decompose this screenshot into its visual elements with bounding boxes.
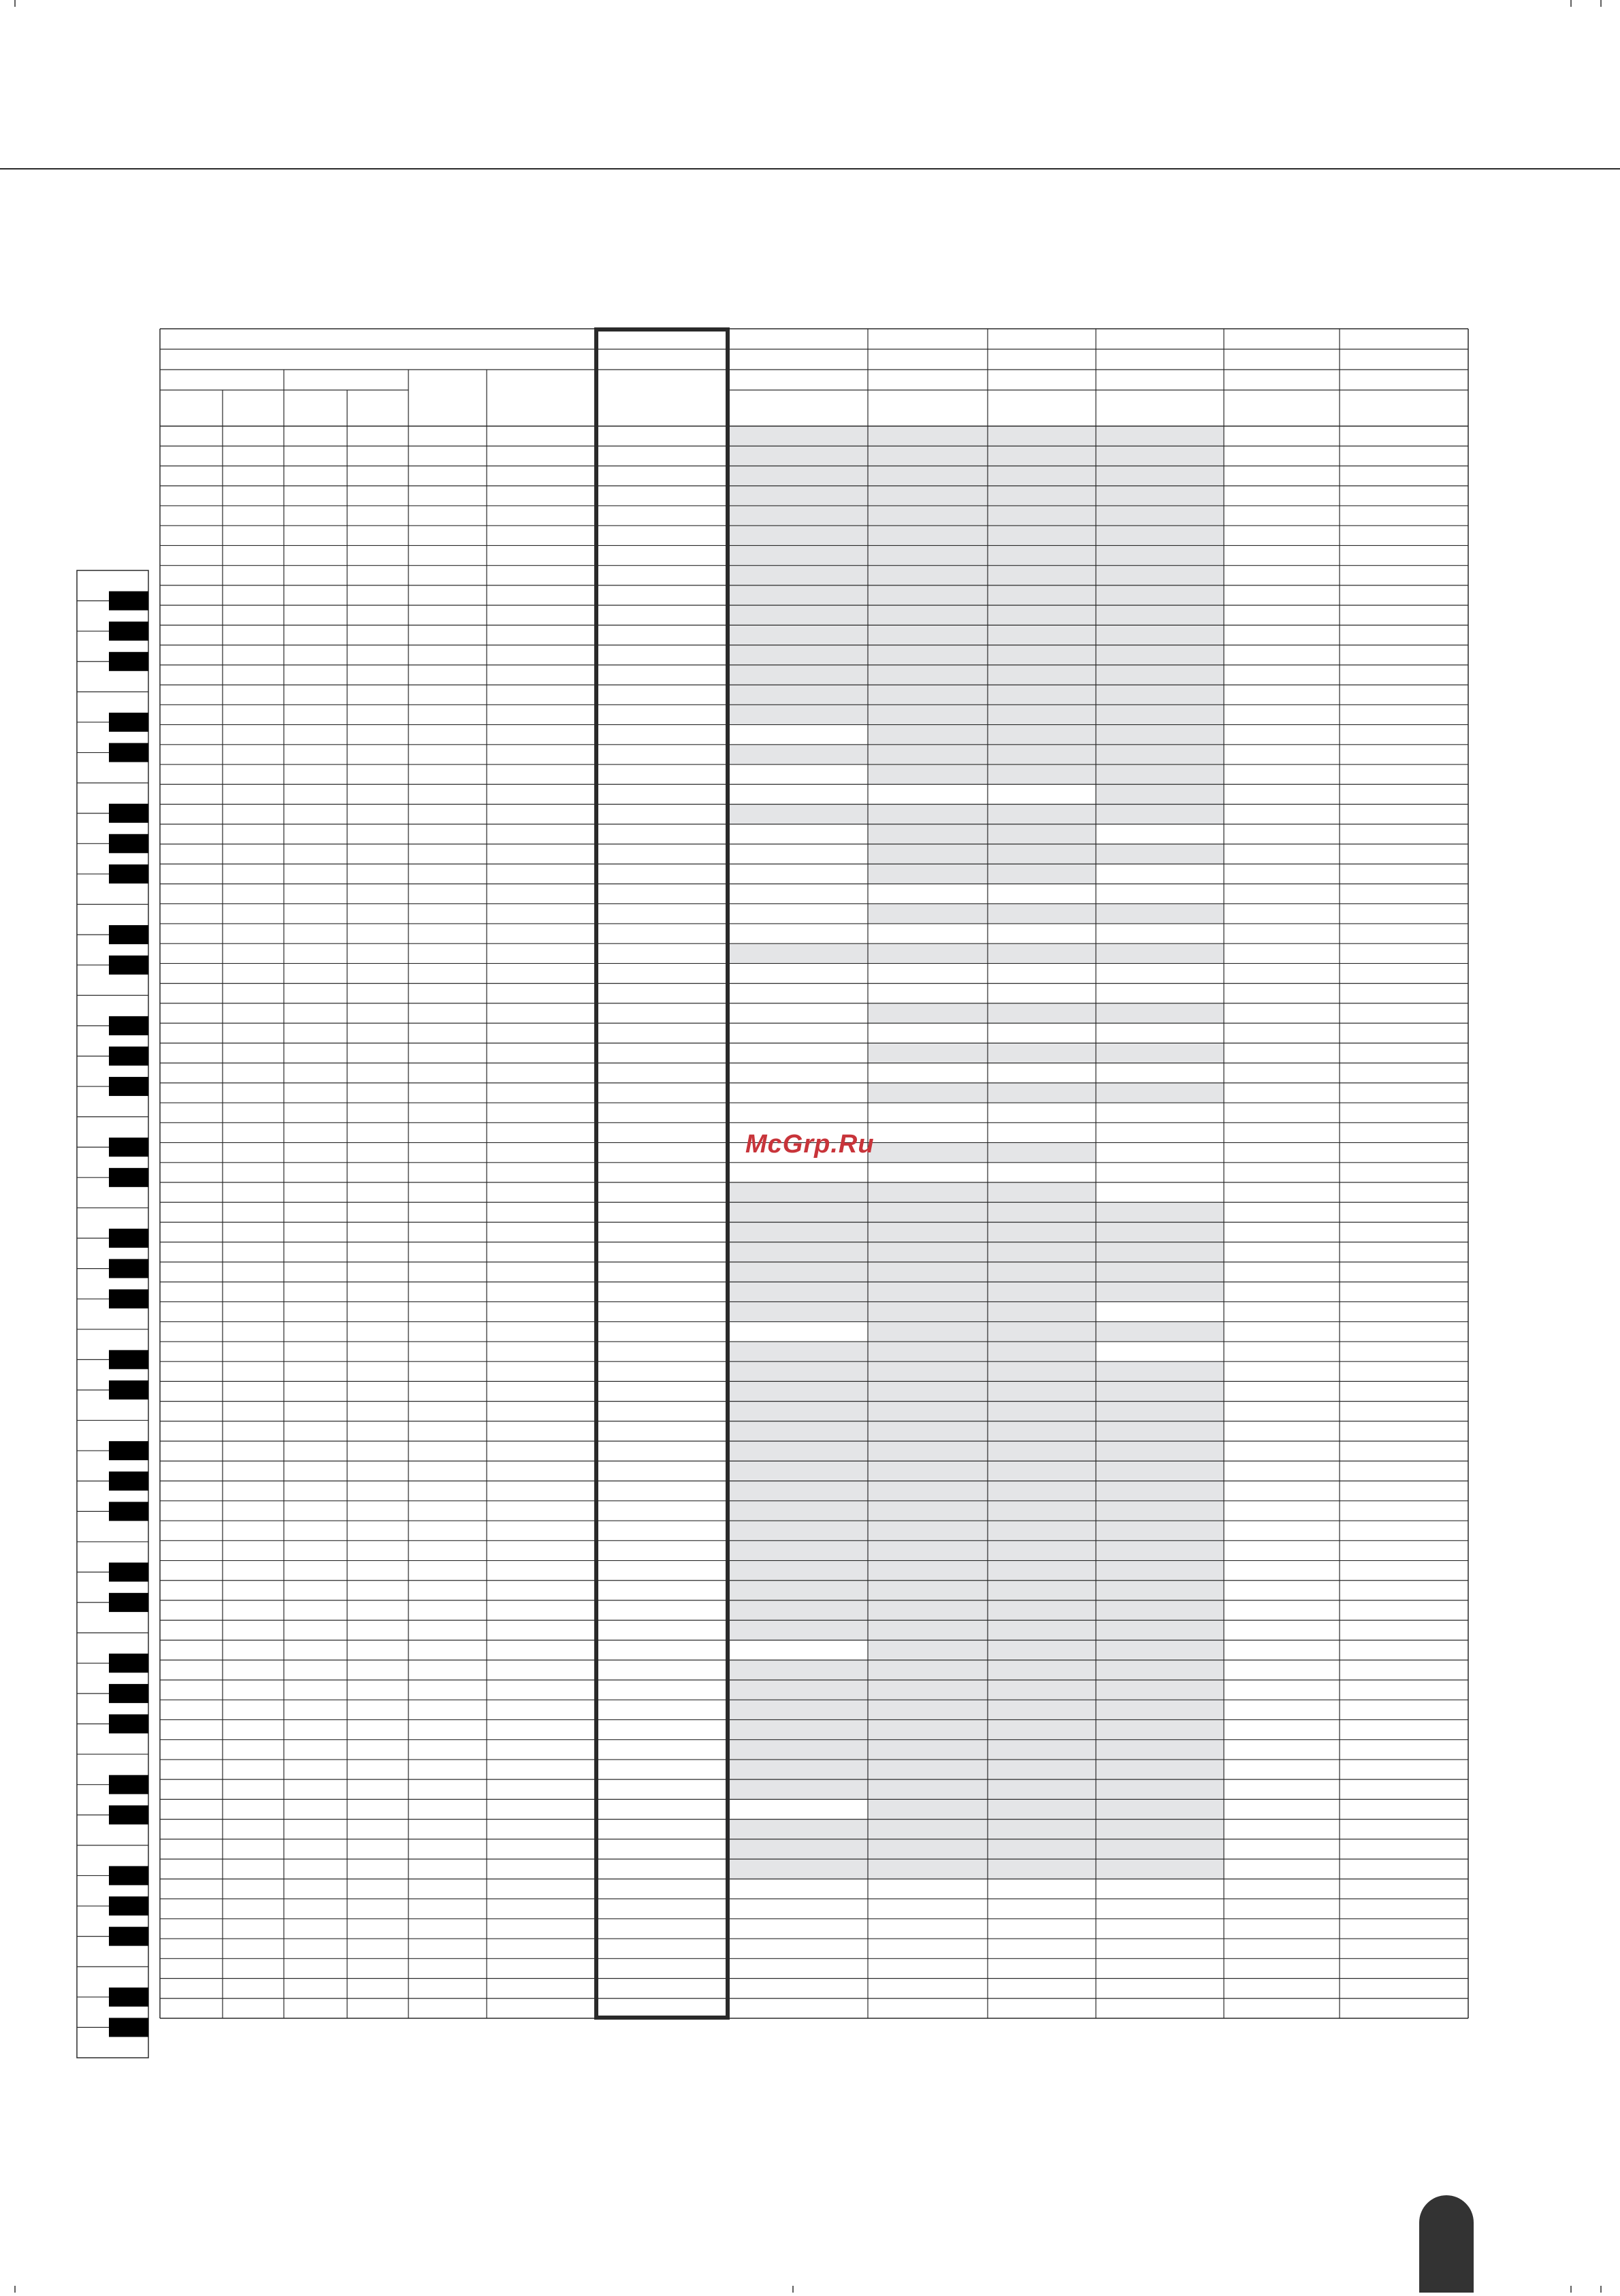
shaded-cell [1096, 1322, 1224, 1342]
black-key [109, 1077, 148, 1096]
shaded-cell [728, 1700, 868, 1719]
shaded-cell [728, 1719, 868, 1739]
shaded-cell [988, 824, 1096, 844]
shaded-cell [868, 526, 988, 545]
shaded-cell [868, 1143, 988, 1163]
shaded-cell [728, 1620, 868, 1640]
shaded-cell [868, 1461, 988, 1481]
shaded-cell [868, 943, 988, 963]
shaded-cell [988, 1143, 1096, 1163]
shaded-cell [728, 625, 868, 645]
shaded-cell [728, 1820, 868, 1839]
shaded-cell [728, 943, 868, 963]
shaded-cell [728, 805, 868, 824]
shaded-cell [988, 1600, 1096, 1620]
shaded-cell [728, 566, 868, 585]
shaded-cell [1096, 1820, 1224, 1839]
shaded-cell [1096, 1441, 1224, 1461]
shaded-cell [1096, 665, 1224, 685]
shaded-cell [728, 426, 868, 446]
shaded-cell [868, 904, 988, 924]
black-key [109, 1805, 148, 1824]
shaded-cell [1096, 486, 1224, 506]
shaded-cell [868, 1262, 988, 1282]
black-key [109, 1046, 148, 1065]
shaded-cell [868, 1820, 988, 1839]
shaded-cell [1096, 426, 1224, 446]
shaded-cell [868, 1501, 988, 1521]
shaded-cell [1096, 1043, 1224, 1063]
shaded-cell [988, 665, 1096, 685]
shaded-cell [1096, 764, 1224, 784]
shaded-cell [728, 1441, 868, 1461]
shaded-cell [1096, 1501, 1224, 1521]
black-key [109, 1502, 148, 1521]
shaded-cell [1096, 506, 1224, 526]
shaded-cell [868, 1301, 988, 1321]
shaded-cell [868, 1620, 988, 1640]
shaded-cell [728, 1740, 868, 1760]
shaded-cell [1096, 1381, 1224, 1401]
shaded-cell [1096, 466, 1224, 485]
shaded-cell [728, 1839, 868, 1859]
shaded-cell [868, 1779, 988, 1799]
shaded-cell [868, 1322, 988, 1342]
shaded-cell [988, 745, 1096, 764]
shaded-cell [728, 545, 868, 565]
shaded-cell [988, 486, 1096, 506]
shaded-cell [728, 1301, 868, 1321]
shaded-cell [868, 545, 988, 565]
shaded-cell [988, 466, 1096, 485]
shaded-cell [868, 1083, 988, 1103]
shaded-cell [1096, 1859, 1224, 1879]
shaded-cell [868, 1402, 988, 1421]
black-key [109, 1016, 148, 1035]
shaded-cell [728, 1501, 868, 1521]
black-key [109, 1927, 148, 1946]
shaded-cell [868, 1561, 988, 1581]
shaded-cell [988, 1799, 1096, 1819]
shaded-cell [988, 1820, 1096, 1839]
shaded-cell [868, 1540, 988, 1560]
shaded-cell [868, 1521, 988, 1540]
shaded-cell [868, 605, 988, 625]
shaded-cell [1096, 1242, 1224, 1262]
shaded-cell [988, 566, 1096, 585]
shaded-cell [988, 904, 1096, 924]
shaded-cell [1096, 566, 1224, 585]
shaded-cell [988, 805, 1096, 824]
shaded-cell [1096, 1740, 1224, 1760]
shaded-cell [868, 1859, 988, 1879]
shaded-cell [988, 1540, 1096, 1560]
piano-keyboard [77, 570, 148, 2058]
shaded-cell [1096, 1481, 1224, 1501]
shaded-cell [988, 1421, 1096, 1441]
shaded-cell [728, 1381, 868, 1401]
shaded-cell [988, 1223, 1096, 1242]
shaded-cell [868, 864, 988, 884]
shaded-cell [868, 1242, 988, 1262]
shaded-cell [868, 1581, 988, 1600]
shaded-cell [1096, 1680, 1224, 1700]
shaded-cell [988, 685, 1096, 705]
shaded-cell [728, 1540, 868, 1560]
black-key [109, 864, 148, 884]
shaded-cell [988, 625, 1096, 645]
shaded-cell [988, 1760, 1096, 1779]
shaded-cell [988, 1441, 1096, 1461]
shaded-cell [1096, 1461, 1224, 1481]
shaded-cell [728, 1461, 868, 1481]
shaded-cell [868, 1202, 988, 1222]
shaded-cell [1096, 1003, 1224, 1023]
shaded-cell [868, 1441, 988, 1461]
shaded-cell [988, 1182, 1096, 1202]
shaded-cell [868, 805, 988, 824]
shaded-cell [728, 685, 868, 705]
shaded-cell [1096, 1719, 1224, 1739]
shaded-cell [1096, 943, 1224, 963]
shaded-cell [868, 824, 988, 844]
shaded-cell [988, 1242, 1096, 1262]
shaded-cell [988, 426, 1096, 446]
shaded-cell [1096, 1760, 1224, 1779]
shaded-cell [988, 1301, 1096, 1321]
shaded-cell [1096, 1561, 1224, 1581]
shaded-cell [868, 1640, 988, 1660]
shaded-cell [728, 1581, 868, 1600]
black-key [109, 1441, 148, 1460]
shaded-cell [728, 1182, 868, 1202]
shaded-cell [988, 725, 1096, 745]
shaded-cell [868, 486, 988, 506]
shaded-cell [868, 725, 988, 745]
shaded-cell [988, 1481, 1096, 1501]
shaded-cell [728, 1600, 868, 1620]
shaded-cell [988, 1660, 1096, 1680]
shaded-cell [988, 1083, 1096, 1103]
shaded-cell [728, 1481, 868, 1501]
shaded-cell [868, 1182, 988, 1202]
shaded-cell [1096, 1581, 1224, 1600]
shaded-cell [868, 1421, 988, 1441]
shaded-cell [868, 1481, 988, 1501]
shaded-cell [988, 605, 1096, 625]
shaded-cell [728, 1859, 868, 1879]
black-key [109, 1653, 148, 1672]
shaded-cell [1096, 1421, 1224, 1441]
black-key [109, 1137, 148, 1157]
shaded-cell [1096, 745, 1224, 764]
shaded-cell [728, 645, 868, 665]
shaded-cell [988, 1461, 1096, 1481]
shaded-cell [728, 1561, 868, 1581]
shaded-cell [1096, 1779, 1224, 1799]
shaded-cell [868, 705, 988, 724]
black-key [109, 1563, 148, 1582]
shaded-cell [988, 1561, 1096, 1581]
shaded-cell [868, 1700, 988, 1719]
shaded-cell [988, 585, 1096, 605]
black-key [109, 1380, 148, 1400]
shaded-cell [1096, 705, 1224, 724]
shaded-cell [728, 1242, 868, 1262]
shaded-cell [868, 1660, 988, 1680]
shaded-cell [988, 1779, 1096, 1799]
shaded-cell [728, 486, 868, 506]
shaded-cell [868, 585, 988, 605]
shaded-cell [868, 1760, 988, 1779]
black-key [109, 652, 148, 671]
shaded-cell [728, 446, 868, 466]
shaded-cell [868, 1003, 988, 1023]
shaded-cell [868, 1719, 988, 1739]
shaded-cell [988, 1402, 1096, 1421]
shaded-cell [1096, 1660, 1224, 1680]
black-key [109, 592, 148, 611]
shaded-cell [988, 864, 1096, 884]
shaded-cell [1096, 1540, 1224, 1560]
shaded-cell [728, 745, 868, 764]
shaded-cell [988, 1262, 1096, 1282]
shaded-cell [1096, 1521, 1224, 1540]
shaded-cell [868, 1342, 988, 1361]
black-key [109, 713, 148, 732]
shaded-cell [1096, 446, 1224, 466]
shaded-cell [988, 1839, 1096, 1859]
shaded-cell [1096, 685, 1224, 705]
shaded-cell [988, 1361, 1096, 1381]
shaded-cell [868, 745, 988, 764]
shaded-cell [1096, 1700, 1224, 1719]
shaded-cell [868, 446, 988, 466]
shaded-cell [728, 1282, 868, 1301]
black-key [109, 1714, 148, 1733]
shaded-cell [728, 605, 868, 625]
shaded-cell [728, 1680, 868, 1700]
shaded-cell [728, 506, 868, 526]
shaded-cell [988, 1043, 1096, 1063]
black-key [109, 956, 148, 975]
shaded-cell [1096, 1282, 1224, 1301]
shaded-cell [988, 1640, 1096, 1660]
shaded-cell [1096, 904, 1224, 924]
shaded-cell [988, 1282, 1096, 1301]
shaded-cell [868, 844, 988, 864]
shaded-cell [728, 665, 868, 685]
shaded-cell [1096, 1223, 1224, 1242]
shaded-cell [728, 705, 868, 724]
shaded-cell [1096, 1262, 1224, 1282]
shaded-cell [728, 1202, 868, 1222]
shaded-cell [728, 1342, 868, 1361]
shaded-cell [1096, 1620, 1224, 1640]
shaded-cell [728, 526, 868, 545]
shaded-cell [988, 844, 1096, 864]
shaded-cell [988, 1680, 1096, 1700]
shaded-cell [988, 1003, 1096, 1023]
shaded-cell [988, 1581, 1096, 1600]
shaded-cell [728, 1361, 868, 1381]
shaded-cell [728, 1421, 868, 1441]
shaded-cell [988, 1620, 1096, 1640]
highlighted-column-frame [596, 329, 728, 2018]
shaded-cell [988, 1322, 1096, 1342]
shaded-cell [1096, 1202, 1224, 1222]
shaded-cell [728, 1760, 868, 1779]
shaded-cell [868, 1282, 988, 1301]
shaded-cell [988, 764, 1096, 784]
shaded-cell [1096, 844, 1224, 864]
black-key [109, 1350, 148, 1369]
shaded-cell [988, 1700, 1096, 1719]
shaded-cell [728, 466, 868, 485]
shaded-cell [728, 585, 868, 605]
shaded-cell [988, 1202, 1096, 1222]
shaded-cell [868, 1043, 988, 1063]
shaded-cell [988, 1719, 1096, 1739]
black-key [109, 1775, 148, 1794]
shaded-cell [1096, 585, 1224, 605]
shaded-cell [1096, 805, 1224, 824]
shaded-cell [988, 1342, 1096, 1361]
watermark-text: McGrp.Ru [745, 1130, 875, 1159]
shaded-cell [988, 1740, 1096, 1760]
shaded-cell [988, 705, 1096, 724]
black-key [109, 2018, 148, 2037]
shaded-cell [988, 1501, 1096, 1521]
shaded-cell [868, 1361, 988, 1381]
shaded-cell [1096, 605, 1224, 625]
shaded-cell [868, 1740, 988, 1760]
page-edge-tab [1419, 2195, 1474, 2293]
shaded-cell [988, 446, 1096, 466]
shaded-cell [868, 1223, 988, 1242]
shaded-cell [868, 566, 988, 585]
shaded-cell [988, 943, 1096, 963]
black-key [109, 1259, 148, 1278]
shaded-cell [868, 645, 988, 665]
shaded-cell [988, 645, 1096, 665]
shaded-cell [988, 1521, 1096, 1540]
shaded-cell [1096, 1083, 1224, 1103]
shaded-cell [868, 665, 988, 685]
black-key [109, 1472, 148, 1491]
shaded-cell [1096, 545, 1224, 565]
black-key [109, 1988, 148, 2007]
shaded-cell [1096, 1839, 1224, 1859]
shaded-cell [1096, 645, 1224, 665]
shaded-cell [728, 1262, 868, 1282]
shaded-cell [868, 625, 988, 645]
black-key [109, 1168, 148, 1187]
shaded-cell [868, 506, 988, 526]
shaded-cell [1096, 625, 1224, 645]
shaded-cell [868, 1799, 988, 1819]
black-key [109, 1896, 148, 1915]
shaded-cell [988, 1381, 1096, 1401]
shaded-cell [1096, 1640, 1224, 1660]
shaded-cell [868, 1680, 988, 1700]
shaded-cell [728, 1223, 868, 1242]
shaded-cell [868, 426, 988, 446]
shaded-cell [1096, 1600, 1224, 1620]
shaded-cell [1096, 1361, 1224, 1381]
black-key [109, 1289, 148, 1308]
black-key [109, 1866, 148, 1885]
shaded-cell [868, 764, 988, 784]
black-key [109, 925, 148, 944]
shaded-cell [728, 1660, 868, 1680]
shaded-cell [1096, 526, 1224, 545]
black-key [109, 743, 148, 762]
shaded-cell [988, 545, 1096, 565]
shaded-cell [1096, 784, 1224, 804]
black-key [109, 834, 148, 853]
shaded-cell [728, 1521, 868, 1540]
black-key [109, 621, 148, 641]
shaded-cell [868, 1839, 988, 1859]
shaded-cell [728, 1402, 868, 1421]
shaded-cell [988, 506, 1096, 526]
shaded-cell [988, 1859, 1096, 1879]
shaded-cell [868, 685, 988, 705]
shaded-cell [1096, 1799, 1224, 1819]
shaded-cell [988, 526, 1096, 545]
shaded-cell [1096, 1402, 1224, 1421]
shaded-cell [728, 1779, 868, 1799]
black-key [109, 804, 148, 823]
shaded-cell [868, 1381, 988, 1401]
black-key [109, 1229, 148, 1248]
shaded-cell [868, 466, 988, 485]
shaded-cell [868, 1600, 988, 1620]
shaded-cell [1096, 725, 1224, 745]
black-key [109, 1684, 148, 1703]
black-key [109, 1593, 148, 1612]
